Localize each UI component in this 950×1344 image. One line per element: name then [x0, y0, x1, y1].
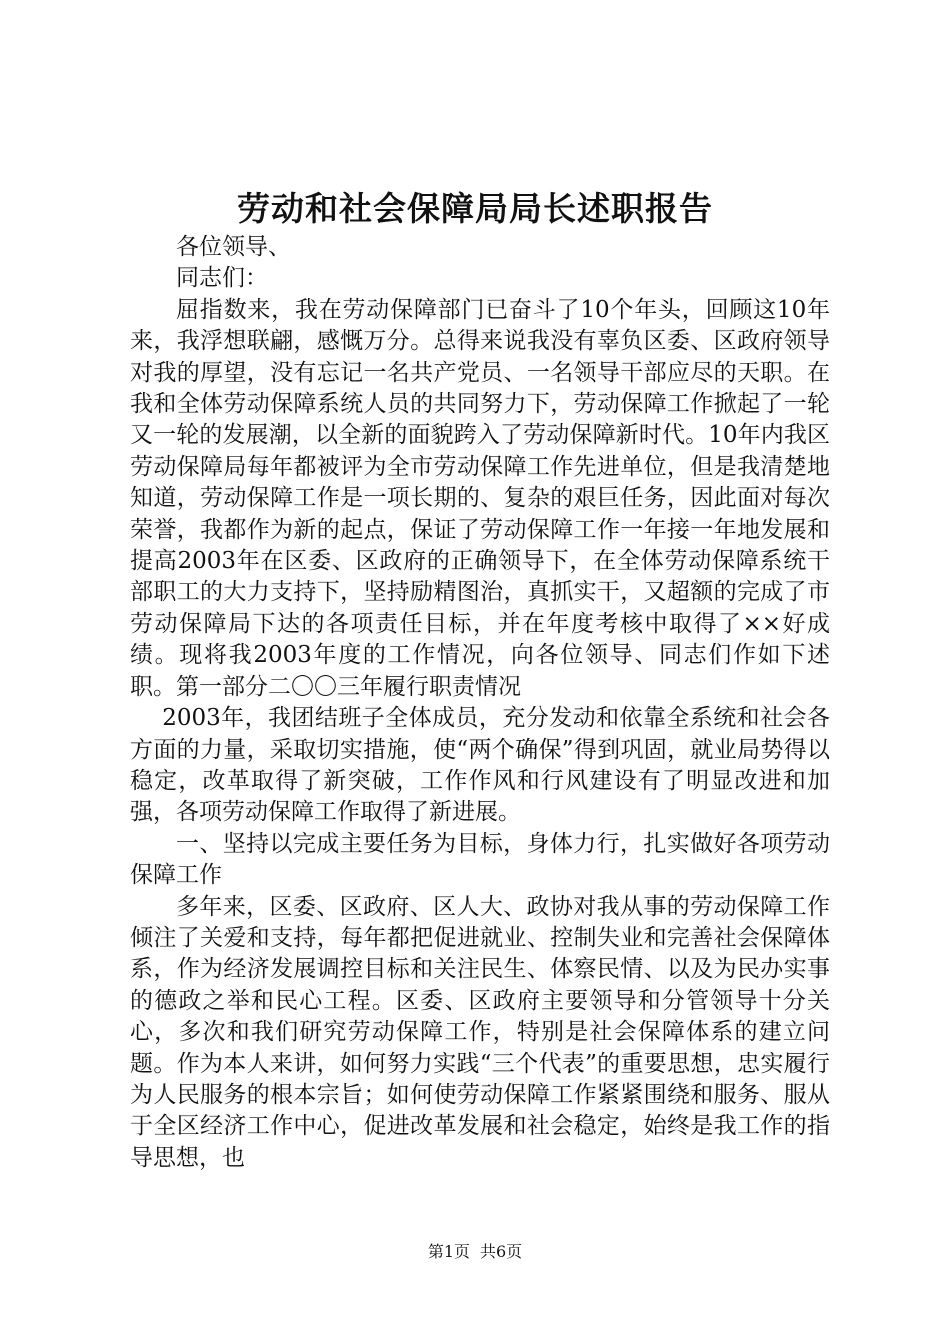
salutation-comrades: 同志们：: [176, 265, 268, 292]
page-total: 共6页: [480, 1242, 523, 1261]
section-heading: 一、坚持以完成主要任务为目标，身体力行，扎实做好各项劳动保障工作: [130, 830, 830, 889]
page-number: 第1页: [427, 1242, 470, 1261]
intro-paragraph: 屈指数来，我在劳动保障部门已奋斗了10个年头，回顾这10年来，我浮想联翩，感慨万分。总得来说我没有辜负区委、区政府领导对我的厚望，没有忘记一名共产党员、一名领导干部应尽的天职。在我和全体劳动保障系统人员的共同努力下，劳动保障工作掀起了一轮又一轮的发展潮，以全新的面貌跨入了劳动保障新时代。10年内我区劳动保障局每年都被评为全市劳动保障工作先进单位，但是我清楚地知道，劳动保障工作是一项长期的、复杂的艰巨任务，因此面对每次荣誉，我都作为新的起点，保证了劳动保障工作一年接一年地发展和提高2003年在区委、区政府的正确领导下，在全体劳动保障系统干部职工的大力支持下，坚持励精图治，真抓实干，又超额的完成了市劳动保障局下达的各项责任目标，并在年度考核中取得了××好成绩。现将我2003年度的工作情况，向各位领导、同志们作如下述职。第一部分二〇〇三年履行职责情况: [130, 296, 830, 700]
summary-paragraph: 2003年，我团结班子全体成员，充分发动和依靠全系统和社会各方面的力量，采取切实措施，使“两个确保”得到巩固，就业局势得以稳定，改革取得了新突破，工作作风和行风建设有了明显改进和加强，各项劳动保障工作取得了新进展。: [130, 705, 830, 826]
page-footer: [0, 1241, 950, 1263]
salutation-leaders: 各位领导、: [176, 234, 291, 260]
document-body: [130, 232, 830, 1174]
document-title: 劳动和社会保障局局长述职报告: [237, 189, 713, 228]
body-paragraph: 多年来，区委、区政府、区人大、政协对我从事的劳动保障工作倾注了关爱和支持，每年都把促进就业、控制失业和完善社会保障体系，作为经济发展调控目标和关注民生、体察民情、以及为民办实事的德政之举和民心工程。区委、区政府主要领导和分管领导十分关心，多次和我们研究劳动保障工作，特别是社会保障体系的建立问题。作为本人来讲，如何努力实践“三个代表”的重要思想，忠实履行为人民服务的根本宗旨；如何使劳动保障工作紧紧围绕和服务、服从于全区经济工作中心，促进改革发展和社会稳定，始终是我工作的指导思想，也: [130, 893, 830, 1171]
